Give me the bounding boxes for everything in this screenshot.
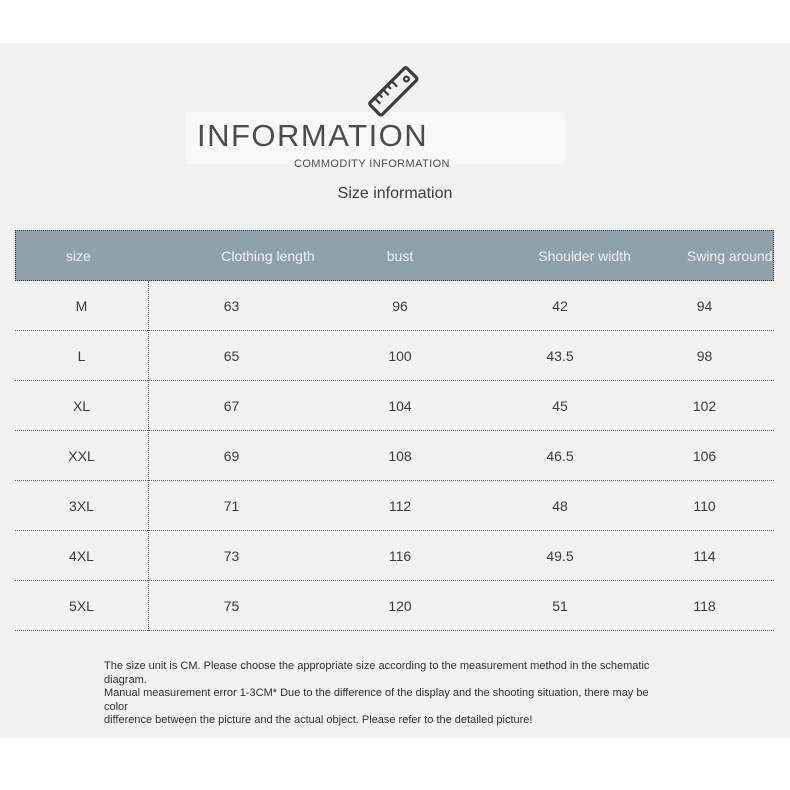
table-row [15,281,774,331]
measurement-value-cell: 106 [692,447,717,464]
measurement-value-cell: 45 [552,397,568,414]
table-row [15,431,774,481]
disclaimer-line: Manual measurement error 1-3CM* Due to the difference of the display and the shooting situation, there may be color [104,687,649,713]
measurement-value-cell: 112 [388,497,412,514]
measurement-value-cell: 69 [223,447,240,464]
measurement-value-cell: 49.5 [546,547,574,564]
measurement-value-cell: 46.5 [546,447,574,464]
measurement-value-cell: 100 [388,347,412,364]
measurement-value-cell: 63 [223,297,240,314]
measurement-value-cell: 96 [392,297,408,314]
column-header-size: size [65,247,91,264]
measurement-value-cell: 48 [552,497,568,514]
column-header-swing-around: Swing around [686,247,773,264]
size-label-cell: 3XL [69,497,94,514]
measurement-value-cell: 102 [692,397,717,414]
size-table-body [15,281,774,631]
column-header-clothing-length: Clothing length [221,247,315,264]
measurement-value-cell: 65 [223,347,240,364]
measurement-value-cell: 42 [552,297,568,314]
table-row [15,381,774,431]
section-title: Size information [337,185,453,202]
measurement-value-cell: 118 [693,597,716,614]
page-title: INFORMATION [197,118,429,153]
measurement-value-cell: 114 [693,547,716,564]
measurement-value-cell: 120 [388,597,412,614]
size-table [15,230,774,631]
measurement-value-cell: 110 [693,497,716,514]
disclaimer-line: difference between the picture and the actual object. Please refer to the detailed picture! [104,714,533,726]
measurement-value-cell: 71 [223,497,240,514]
measurement-value-cell: 43.5 [546,347,574,364]
disclaimer-line: The size unit is CM. Please choose the appropriate size according to the measurement method in the schematic diagram. [104,660,650,686]
column-header-bust: bust [386,247,414,264]
table-row [15,331,774,381]
disclaimer-text [104,660,664,728]
size-table-header [15,230,774,281]
column-header-shoulder-width: Shoulder width [538,247,631,264]
measurement-value-cell: 75 [223,597,240,614]
ruler-icon [360,60,426,122]
measurement-value-cell: 116 [388,547,412,564]
measurement-value-cell: 73 [223,547,240,564]
size-label-cell: XXL [68,447,95,464]
size-column-divider [148,281,149,631]
table-row [15,531,774,581]
measurement-value-cell: 98 [696,347,713,364]
measurement-value-cell: 67 [223,397,240,414]
measurement-value-cell: 94 [696,297,713,314]
measurement-value-cell: 104 [388,397,412,414]
page-subtitle: COMMODITY INFORMATION [294,158,450,170]
size-label-cell: 4XL [69,547,94,564]
table-row [15,481,774,531]
size-label-cell: L [77,347,86,364]
measurement-value-cell: 51 [552,597,568,614]
size-label-cell: M [75,297,88,314]
size-label-cell: 5XL [69,597,94,614]
measurement-value-cell: 108 [388,447,412,464]
table-row [15,581,774,631]
size-label-cell: XL [72,397,91,414]
